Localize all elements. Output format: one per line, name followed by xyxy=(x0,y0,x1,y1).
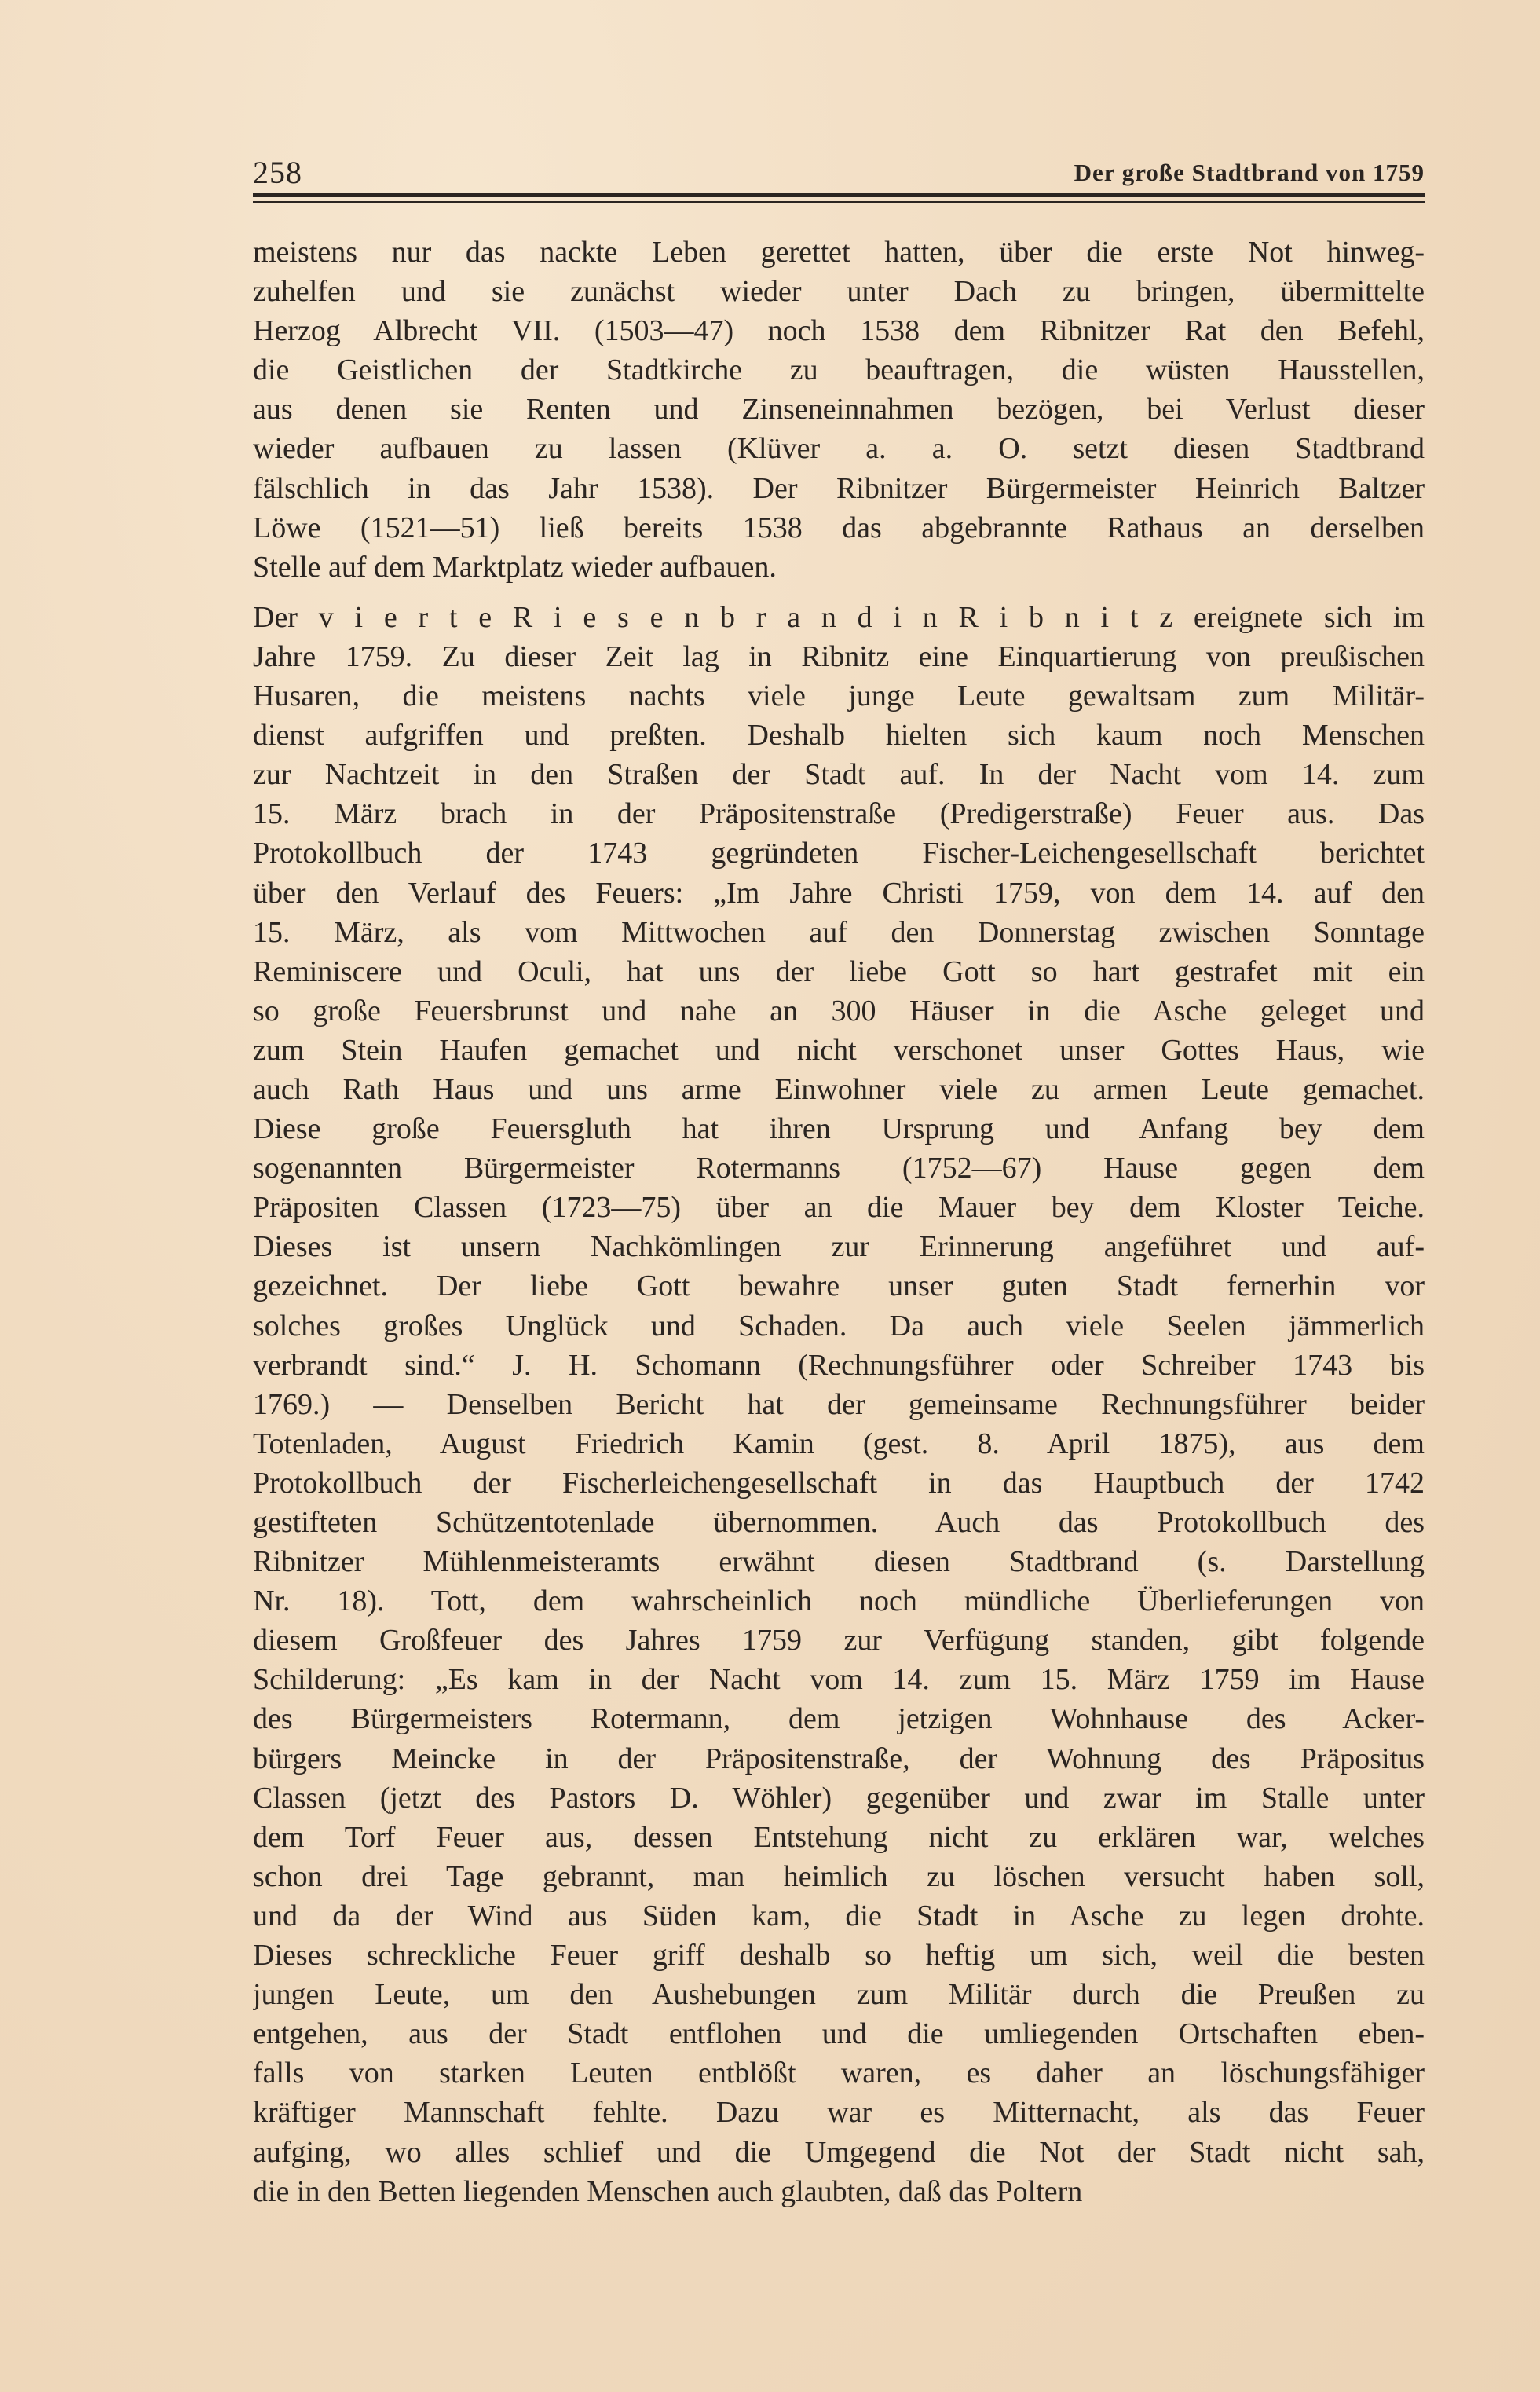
header-rule-thin xyxy=(253,201,1425,203)
text-line: 1769.) — Denselben Bericht hat der gemeinsame Rechnungsführer beider xyxy=(253,1387,1425,1421)
text-line: Diese große Feuersgluth hat ihren Ursprung und Anfang bey dem xyxy=(253,1112,1425,1146)
running-title: Der große Stadtbrand von 1759 xyxy=(1074,159,1425,186)
text-line: gestifteten Schützentotenlade übernommen. Auch das Protokollbuch des xyxy=(253,1506,1425,1539)
text-line: zuhelfen und sie zunächst wieder unter Dach zu bringen, übermittelte xyxy=(253,275,1425,309)
text-line: auch Rath Haus und uns arme Einwohner viele zu armen Leute gemachet. xyxy=(253,1072,1425,1106)
text-line: dem Torf Feuer aus, dessen Entstehung nicht zu erklären war, welches xyxy=(253,1820,1425,1854)
text-line: jungen Leute, um den Aushebungen zum Militär durch die Preußen zu xyxy=(253,1978,1425,2012)
text-line: schon drei Tage gebrannt, man heimlich zu löschen versucht haben soll, xyxy=(253,1859,1425,1893)
text-line: Protokollbuch der Fischerleichengesellschaft in das Hauptbuch der 1742 xyxy=(253,1466,1425,1500)
text-line: Reminiscere und Oculi, hat uns der liebe Gott so hart gestrafet mit ein xyxy=(253,954,1425,988)
text-line: Ribnitzer Mühlenmeisteramts erwähnt diesen Stadtbrand (s. Darstellung xyxy=(253,1545,1425,1579)
text-line: wieder aufbauen zu lassen (Klüver a. a. O. setzt diesen Stadtbrand xyxy=(253,432,1425,466)
text-line: die Geistlichen der Stadtkirche zu beauftragen, die wüsten Hausstellen, xyxy=(253,353,1425,387)
text-line: bürgers Meincke in der Präpositenstraße, der Wohnung des Präpositus xyxy=(253,1742,1425,1775)
text-line: 15. März, als vom Mittwochen auf den Donnerstag zwischen Sonntage xyxy=(253,915,1425,949)
text-line: Der v i e r t e R i e s e n b r a n d i n R i b n i t z ereignete sich im xyxy=(253,600,1425,634)
text-line: 15. März brach in der Präpositenstraße (Predigerstraße) Feuer aus. Das xyxy=(253,797,1425,831)
text-line: Schilderung: „Es kam in der Nacht vom 14. zum 15. März 1759 im Hause xyxy=(253,1663,1425,1697)
text-line: verbrandt sind.“ J. H. Schomann (Rechnungsführer oder Schreiber 1743 bis xyxy=(253,1348,1425,1382)
paragraph-gap xyxy=(253,587,1425,598)
text-line: gezeichnet. Der liebe Gott bewahre unser guten Stadt fernerhin vor xyxy=(253,1269,1425,1303)
text-line: entgehen, aus der Stadt entflohen und die umliegenden Ortschaften eben- xyxy=(253,2017,1425,2051)
text-line: fälschlich in das Jahr 1538). Der Ribnitzer Bürgermeister Heinrich Baltzer xyxy=(253,471,1425,505)
text-line: Stelle auf dem Marktplatz wieder aufbauen. xyxy=(253,550,777,584)
text-line: diesem Großfeuer des Jahres 1759 zur Verfügung standen, gibt folgende xyxy=(253,1624,1425,1658)
text-line: die in den Betten liegenden Menschen auch glaubten, daß das Poltern xyxy=(253,2174,1083,2208)
text-line: falls von starken Leuten entblößt waren, es daher an löschungsfähiger xyxy=(253,2057,1425,2090)
text-line: solches großes Unglück und Schaden. Da auch viele Seelen jämmerlich xyxy=(253,1309,1425,1343)
paragraph xyxy=(253,233,1425,587)
text-line: Husaren, die meistens nachts viele junge Leute gewaltsam zum Militär- xyxy=(253,680,1425,713)
text-line: zum Stein Haufen gemachet und nicht verschonet unser Gottes Haus, wie xyxy=(253,1033,1425,1067)
text-line: über den Verlauf des Feuers: „Im Jahre Christi 1759, von dem 14. auf den xyxy=(253,876,1425,910)
text-line: Classen (jetzt des Pastors D. Wöhler) gegenüber und zwar im Stalle unter xyxy=(253,1781,1425,1815)
text-line: meistens nur das nackte Leben gerettet hatten, über die erste Not hinweg- xyxy=(253,236,1425,269)
text-line: Jahre 1759. Zu dieser Zeit lag in Ribnitz eine Einquartierung von preußischen xyxy=(253,639,1425,673)
body-text xyxy=(253,233,1425,2211)
text-line: Herzog Albrecht VII. (1503—47) noch 1538 dem Ribnitzer Rat den Befehl, xyxy=(253,314,1425,348)
text-line: Dieses schreckliche Feuer griff deshalb so heftig um sich, weil die besten xyxy=(253,1939,1425,1973)
paragraph xyxy=(253,598,1425,2211)
text-line: dienst aufgriffen und preßten. Deshalb hielten sich kaum noch Menschen xyxy=(253,719,1425,753)
text-line: des Bürgermeisters Rotermann, dem jetzigen Wohnhause des Acker- xyxy=(253,1702,1425,1736)
text-line: aufging, wo alles schlief und die Umgegend die Not der Stadt nicht sah, xyxy=(253,2135,1425,2169)
page-number: 258 xyxy=(253,155,302,190)
text-line: Protokollbuch der 1743 gegründeten Fischer-Leichengesellschaft berichtet xyxy=(253,837,1425,870)
text-line: aus denen sie Renten und Zinseneinnahmen bezögen, bei Verlust dieser xyxy=(253,393,1425,427)
header-rule-thick xyxy=(253,193,1425,197)
text-line: zur Nachtzeit in den Straßen der Stadt auf. In der Nacht vom 14. zum xyxy=(253,758,1425,792)
text-line: Löwe (1521—51) ließ bereits 1538 das abgebrannte Rathaus an derselben xyxy=(253,511,1425,544)
text-line: Dieses ist unsern Nachkömlingen zur Erinnerung angeführet und auf- xyxy=(253,1230,1425,1264)
text-line: Totenladen, August Friedrich Kamin (gest. 8. April 1875), aus dem xyxy=(253,1427,1425,1460)
text-line: Nr. 18). Tott, dem wahrscheinlich noch mündliche Überlieferungen von xyxy=(253,1584,1425,1618)
text-line: sogenannten Bürgermeister Rotermanns (1752—67) Hause gegen dem xyxy=(253,1152,1425,1185)
text-line: Präpositen Classen (1723—75) über an die Mauer bey dem Kloster Teiche. xyxy=(253,1191,1425,1225)
text-line: so große Feuersbrunst und nahe an 300 Häuser in die Asche geleget und xyxy=(253,994,1425,1027)
text-line: kräftiger Mannschaft fehlte. Dazu war es Mitternacht, als das Feuer xyxy=(253,2096,1425,2130)
text-line: und da der Wind aus Süden kam, die Stadt in Asche zu legen drohte. xyxy=(253,1899,1425,1932)
